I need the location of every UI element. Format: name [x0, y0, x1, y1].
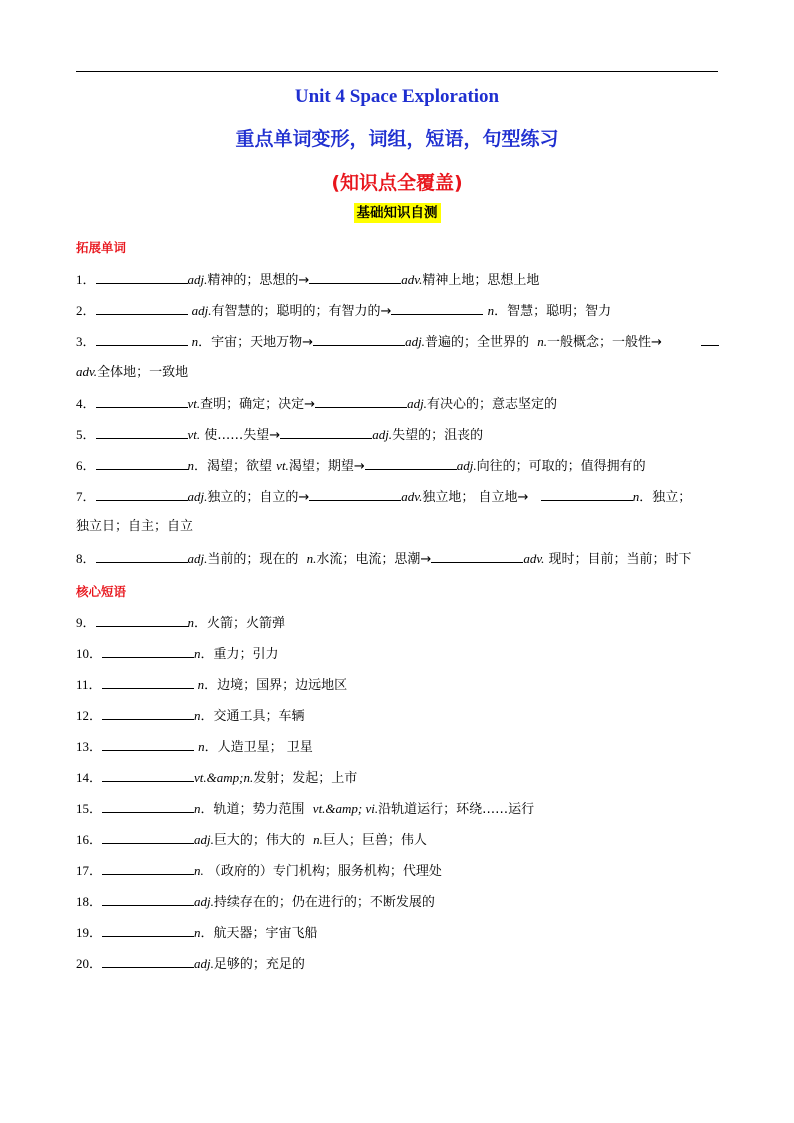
answer-blank[interactable] — [313, 332, 405, 346]
section-badge: 基础知识自测 — [354, 203, 441, 223]
answer-blank[interactable] — [701, 332, 719, 346]
answer-blank[interactable] — [315, 394, 407, 408]
answer-blank[interactable] — [96, 425, 188, 439]
list-item: 3． n．宇宙；天地万物→ adj.普遍的；全世界的 n.一般概念；一般性→ — [76, 332, 719, 352]
answer-blank[interactable] — [102, 675, 194, 689]
list-item: 17． n. （政府的）专门机构；服务机构；代理处 — [76, 863, 442, 879]
list-item: 9． n．火箭；火箭弹 — [76, 615, 286, 631]
answer-blank[interactable] — [96, 270, 188, 284]
answer-blank[interactable] — [431, 549, 523, 563]
answer-blank[interactable] — [102, 644, 194, 658]
answer-blank[interactable] — [102, 830, 194, 844]
page-subtitle: 重点单词变形，词组，短语，句型练习 — [235, 128, 559, 150]
answer-blank[interactable] — [96, 394, 188, 408]
answer-blank[interactable] — [96, 301, 188, 315]
list-item-continued: 独立日；自主；自立 — [76, 519, 194, 534]
list-item: 20． adj.足够的；充足的 — [76, 956, 305, 972]
answer-blank[interactable] — [102, 799, 194, 813]
list-item-continued: adv.全体地；一致地 — [76, 364, 189, 380]
list-item: 18． adj.持续存在的；仍在进行的；不断发展的 — [76, 894, 435, 910]
list-item: 7． adj.独立的；自立的→ adv.独立地； 自立地→ n．独立； — [76, 489, 692, 505]
list-item: 13． n．人造卫星； 卫星 — [76, 739, 313, 755]
answer-blank[interactable] — [96, 613, 188, 627]
list-item: 12． n．交通工具；车辆 — [76, 708, 305, 724]
list-item: 19． n．航天器；宇宙飞船 — [76, 925, 318, 941]
list-item: 2． adj.有智慧的；聪明的；有智力的→ n．智慧；聪明；智力 — [76, 303, 612, 319]
answer-blank[interactable] — [102, 737, 194, 751]
answer-blank[interactable] — [102, 954, 194, 968]
list-item: 14． vt.&amp;n.发射；发起；上市 — [76, 770, 358, 786]
page-note: (知识点全覆盖) — [331, 172, 463, 194]
page-title: Unit 4 Space Exploration — [294, 86, 500, 107]
list-item: 4． vt.查明；确定；决定→ adj.有决心的；意志坚定的 — [76, 396, 557, 412]
answer-blank[interactable] — [96, 456, 188, 470]
answer-blank[interactable] — [365, 456, 457, 470]
list-item: 5． vt. 使……失望→ adj.失望的；沮丧的 — [76, 427, 484, 443]
answer-blank[interactable] — [96, 332, 188, 346]
section-heading-words: 拓展单词 — [76, 240, 127, 255]
answer-blank[interactable] — [96, 487, 188, 501]
list-item: 8． adj.当前的；现在的 n.水流；电流；思潮→ adv. 现时；目前；当前；时下 — [76, 551, 692, 567]
answer-blank[interactable] — [280, 425, 372, 439]
answer-blank[interactable] — [102, 706, 194, 720]
answer-blank[interactable] — [102, 768, 194, 782]
answer-blank[interactable] — [541, 487, 633, 501]
list-item: 6． n．渴望；欲望 vt.渴望；期望→ adj.向往的；可取的；值得拥有的 — [76, 458, 646, 474]
list-item: 1． adj.精神的；思想的→ adv.精神上地；思想上地 — [76, 272, 540, 288]
answer-blank[interactable] — [102, 861, 194, 875]
top-rule — [76, 71, 718, 72]
list-item: 10． n．重力；引力 — [76, 646, 279, 662]
answer-blank[interactable] — [102, 923, 194, 937]
list-item: 11． n．边境；国界；边远地区 — [76, 677, 348, 693]
list-item: 16． adj.巨大的；伟大的 n.巨人；巨兽；伟人 — [76, 832, 427, 848]
answer-blank[interactable] — [96, 549, 188, 563]
answer-blank[interactable] — [391, 301, 483, 315]
list-item: 15． n．轨道；势力范围 vt.&amp; vi.沿轨道运行；环绕……运行 — [76, 801, 535, 817]
section-heading-phrases: 核心短语 — [76, 584, 127, 599]
answer-blank[interactable] — [102, 892, 194, 906]
answer-blank[interactable] — [309, 270, 401, 284]
answer-blank[interactable] — [309, 487, 401, 501]
